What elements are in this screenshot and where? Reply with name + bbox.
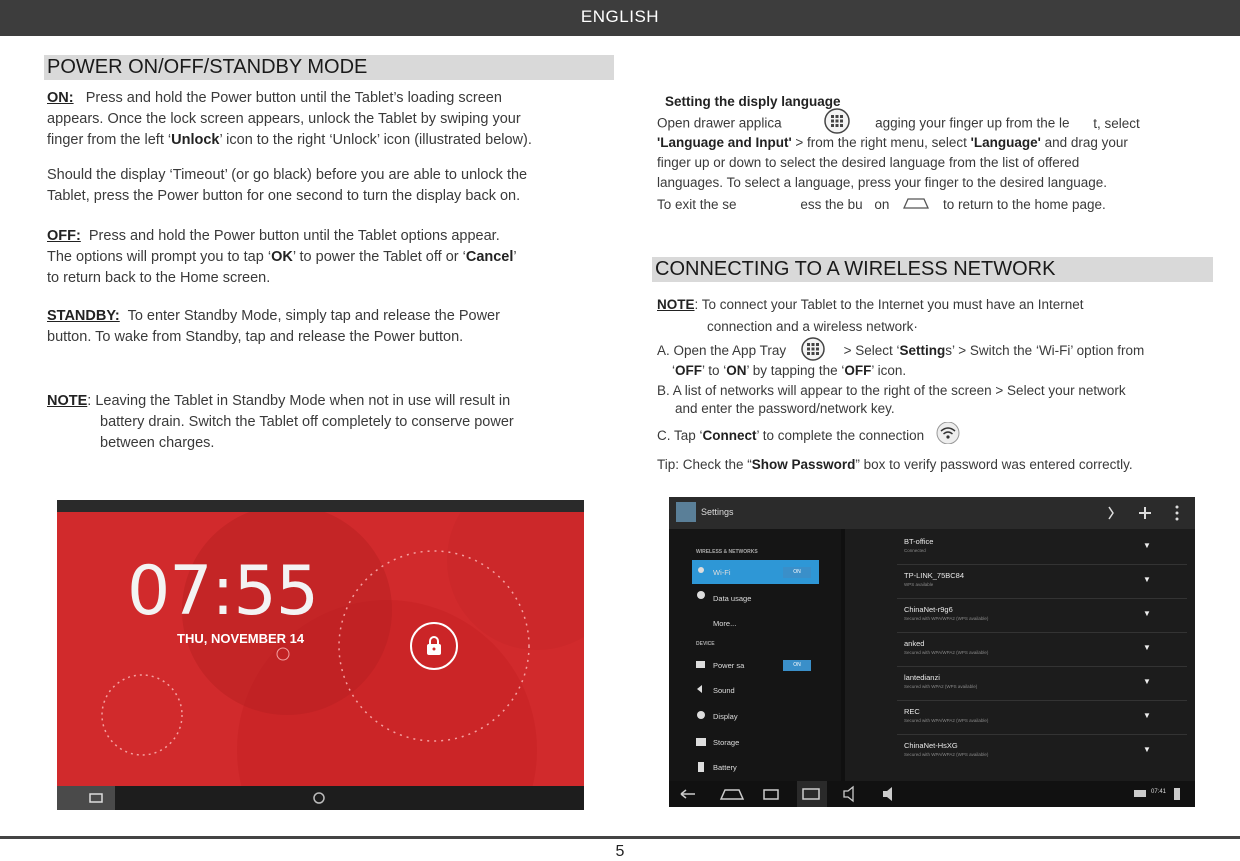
lock-icon[interactable] — [425, 636, 443, 656]
lang-l2b: > from the right menu, select — [791, 135, 971, 150]
cat-device: DEVICE — [696, 641, 715, 647]
lang-l5c: on — [874, 197, 890, 212]
lock-screen-screenshot — [57, 500, 584, 810]
unlock-word: Unlock — [171, 132, 220, 148]
on-word: ON — [726, 363, 747, 379]
network-security: Secured with WPA2 (WPS available) — [904, 684, 978, 689]
signal-icon: ▼ — [1143, 711, 1151, 720]
lang-l2d: and drag your — [1040, 135, 1128, 150]
lock-screen-decoration — [57, 500, 584, 810]
network-name[interactable]: anked — [904, 639, 925, 648]
network-list — [845, 529, 1195, 781]
timeout-paragraph — [47, 165, 622, 207]
wireless-note — [657, 295, 1227, 339]
language-line-1 — [657, 113, 1227, 135]
step-a-l2g: ’ icon. — [871, 363, 907, 379]
menu-battery[interactable]: Battery — [713, 763, 737, 772]
note-line-1: : Leaving the Tablet in Standby Mode when not in use will result in — [87, 393, 511, 409]
standby-paragraph — [47, 306, 622, 348]
signal-icon: ▼ — [1143, 745, 1151, 754]
step-b-l1: B. A list of networks will appear to the right of the screen > Select your network — [657, 383, 1126, 398]
lang-l1c: t, select — [1093, 115, 1140, 131]
settings-action-bar — [669, 497, 1195, 529]
step-c — [657, 426, 1227, 446]
off-line-2e: ’ — [513, 249, 517, 265]
step-a-l2c: ’ to ‘ — [702, 363, 727, 379]
network-separator — [897, 666, 1187, 667]
off-label: OFF: — [47, 228, 81, 244]
lock-nav-icons — [57, 786, 584, 810]
step-b — [657, 382, 1227, 418]
settings-nav-bar — [669, 781, 1195, 807]
lang-l1a: Open drawer applica — [657, 115, 782, 131]
signal-icon: ▼ — [1143, 541, 1151, 550]
lang-l3: finger up or down to select the desired language from the list of offered — [657, 155, 1080, 170]
standby-label: STANDBY: — [47, 308, 120, 324]
lock-time: 07:55 — [127, 552, 318, 631]
timeout-line-2: Tablet, press the Power button for one second to turn the display back on. — [47, 188, 521, 204]
language-title: Setting the disply language — [665, 94, 841, 109]
standby-line-1: To enter Standby Mode, simply tap and release the Power — [127, 308, 500, 324]
signal-icon: ▼ — [1143, 609, 1151, 618]
network-security: Secured with WPA/WPA2 (WPS available) — [904, 616, 989, 621]
step-a-l2a: ‘ — [672, 363, 675, 379]
power-toggle[interactable]: ON — [783, 660, 811, 671]
off-line-2c: ’ to power the Tablet off or ‘ — [292, 249, 466, 265]
menu-wifi[interactable]: Wi-Fi — [713, 568, 731, 577]
lock-status-bar — [57, 500, 584, 512]
menu-data-usage[interactable]: Data usage — [713, 594, 752, 603]
network-security: WPS available — [904, 582, 934, 587]
wifi-toggle[interactable]: ON — [783, 567, 811, 578]
network-separator — [897, 564, 1187, 565]
note-line-2: battery drain. Switch the Tablet off completely to conserve power — [100, 414, 514, 430]
on-paragraph — [47, 88, 622, 151]
lang-l5d: to return to the home page. — [942, 197, 1106, 212]
off-line-1: Press and hold the Power button until the Tablet options appear. — [88, 228, 500, 244]
wireless-note-label: NOTE — [657, 297, 695, 312]
off-paragraph — [47, 226, 622, 289]
step-c-c: ’ to complete the connection — [756, 428, 925, 443]
lock-date: THU, NOVEMBER 14 — [177, 631, 305, 646]
network-name[interactable]: ChinaNet-r9g6 — [904, 605, 953, 614]
step-a-l1b: > Select ‘ — [843, 343, 900, 358]
on-line-3a: finger from the left ‘ — [47, 132, 172, 148]
signal-icon: ▼ — [1143, 677, 1151, 686]
language-lines — [657, 133, 1227, 217]
off-line-2a: The options will prompt you to tap ‘ — [47, 249, 272, 265]
show-password-word: Show Password — [751, 457, 856, 472]
network-name[interactable]: REC — [904, 707, 920, 716]
lock-nav-bar — [57, 786, 584, 810]
language-word: 'Language' — [970, 135, 1041, 150]
wireless-note-l1: : To connect your Tablet to the Internet you must have an Internet — [694, 297, 1084, 312]
network-name[interactable]: ChinaNet-HsXG — [904, 741, 958, 750]
footer-rule — [0, 836, 1240, 839]
tip — [657, 455, 1227, 475]
step-b-l2: and enter the password/network key. — [675, 401, 895, 416]
menu-more[interactable]: More... — [713, 619, 737, 628]
network-security: Secured with WPA/WPA2 (WPS available) — [904, 718, 989, 723]
on-line-3c: ’ icon to the right ‘Unlock’ icon (illustrated below). — [219, 132, 532, 148]
lang-l1b: agging your finger up from the le — [875, 115, 1070, 131]
wireless-note-l2: connection and a wireless network· — [707, 319, 918, 334]
note-line-3: between charges. — [100, 435, 215, 451]
app-tray-icon — [800, 337, 826, 361]
home-icon — [901, 196, 931, 210]
lang-l5b: ess the bu — [800, 197, 863, 212]
app-drawer-icon — [823, 107, 851, 135]
network-separator — [897, 598, 1187, 599]
settings-screenshot — [669, 497, 1195, 807]
cat-wireless: WIRELESS & NETWORKS — [696, 549, 758, 555]
settings-clock: 07:41 — [1151, 789, 1167, 795]
network-security: Secured with WPA/WPA2 (WPS available) — [904, 752, 989, 757]
language-and-input: 'Language and Input' — [657, 135, 792, 150]
tip-a: Tip: Check the “ — [657, 457, 752, 472]
signal-icon: ▼ — [1143, 575, 1151, 584]
power-note — [47, 391, 622, 454]
lang-l4: languages. To select a language, press your finger to the desired language. — [657, 175, 1108, 190]
network-security: Connected — [904, 548, 926, 553]
off-word-1: OFF — [675, 363, 702, 379]
wifi-icon — [936, 422, 960, 444]
network-name[interactable]: lantedianzi — [904, 673, 940, 682]
network-name[interactable]: TP-LINK_75BC84 — [904, 571, 965, 580]
power-section-title: POWER ON/OFF/STANDBY MODE — [44, 55, 614, 80]
network-separator — [897, 632, 1187, 633]
settings-bar-icons — [669, 497, 1195, 529]
step-a-l1d: s’ > Switch the ‘Wi-Fi’ option from — [945, 343, 1145, 358]
page-number: 5 — [615, 843, 625, 860]
off-line-3: to return back to the Home screen. — [47, 270, 271, 286]
lang-l5a: To exit the se — [657, 197, 737, 212]
on-line-1: Press and hold the Power button until the Tablet’s loading screen — [85, 90, 502, 106]
step-c-a: C. Tap ‘ — [657, 428, 703, 443]
settings-title: Settings — [701, 507, 734, 517]
note-label: NOTE — [47, 393, 88, 409]
connect-word: Connect — [702, 428, 757, 443]
menu-storage[interactable]: Storage — [713, 738, 740, 747]
signal-icon: ▼ — [1143, 643, 1151, 652]
standby-line-2: button. To wake from Standby, tap and release the Power button. — [47, 329, 464, 345]
settings-nav-icons — [669, 781, 1195, 807]
language-header: ENGLISH — [0, 0, 1240, 36]
network-name[interactable]: BT-office — [904, 537, 934, 546]
tip-c: ” box to verify password was entered correctly. — [855, 457, 1133, 472]
network-separator — [897, 700, 1187, 701]
wireless-section-title: CONNECTING TO A WIRELESS NETWORK — [652, 257, 1213, 282]
settings-word: Setting — [899, 343, 946, 358]
network-separator — [897, 734, 1187, 735]
menu-icons — [693, 557, 733, 807]
on-line-2: appears. Once the lock screen appears, unlock the Tablet by swiping your — [47, 111, 521, 127]
step-a-l2e: ’ by tapping the ‘ — [746, 363, 845, 379]
off-word-2: OFF — [844, 363, 872, 379]
menu-power[interactable]: Power sa — [713, 661, 745, 670]
menu-display[interactable]: Display — [713, 712, 738, 721]
timeout-line-1: Should the display ‘Timeout’ (or go black) before you are able to unlock the — [47, 167, 528, 183]
on-label: ON: — [47, 90, 74, 106]
step-a — [657, 341, 1227, 381]
network-security: Secured with WPA/WPA2 (WPS available) — [904, 650, 989, 655]
ok-word: OK — [271, 249, 293, 265]
menu-sound[interactable]: Sound — [713, 686, 735, 695]
cancel-word: Cancel — [465, 249, 514, 265]
step-a-l1a: A. Open the App Tray — [657, 343, 787, 358]
